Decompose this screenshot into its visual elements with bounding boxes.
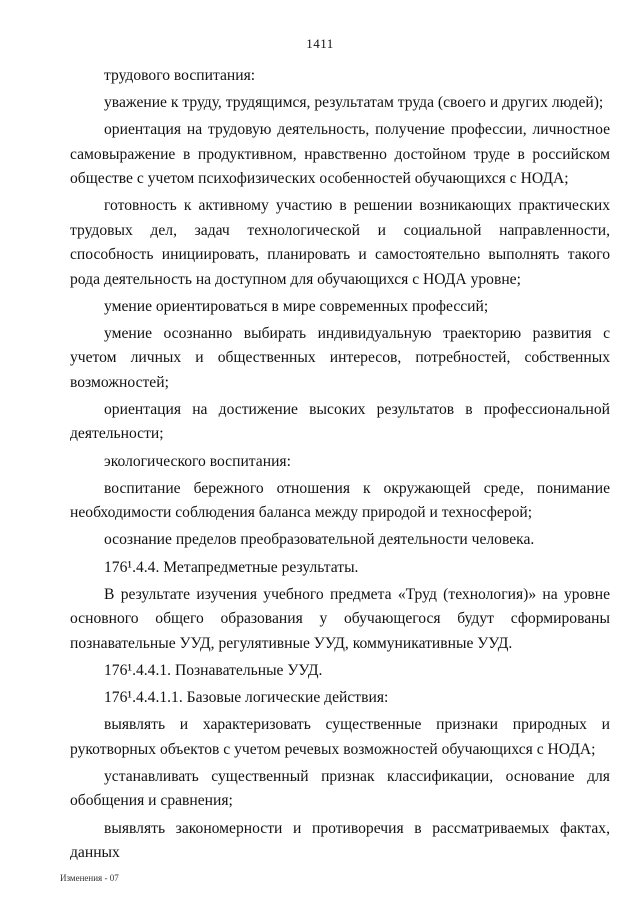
paragraph: выявлять и характеризовать существенные признаки природных и рукотворных объектов с учетом речевых возможностей обучающихся с НОДА;: [70, 716, 610, 758]
paragraph: уважение к труду, трудящимся, результатам труда (своего и других людей);: [104, 94, 604, 112]
paragraph: В результате изучения учебного предмета «Труд (технология)» на уровне основного общего образования у обучающегося будут сформированы познавательные УУД, регулятивные УУД, коммуникативные УУД.: [70, 585, 610, 652]
paragraph: воспитание бережного отношения к окружающей среде, понимание необходимости соблюдения баланса между природой и техносферой;: [70, 479, 610, 522]
paragraph: выявлять закономерности и противоречия в рассматриваемых фактах, данных: [70, 819, 610, 861]
document-body: [70, 64, 610, 868]
footer-note: Изменения - 07: [60, 873, 119, 883]
section-heading: 176¹.4.4.1.1. Базовые логические действия:: [104, 689, 389, 707]
paragraph: экологического воспитания:: [104, 452, 291, 470]
section-heading: 176¹.4.4.1. Познавательные УУД.: [104, 661, 323, 679]
paragraph: трудового воспитания:: [104, 67, 256, 84]
paragraph: ориентация на трудовую деятельность, получение профессии, личностное самовыражение в продуктивном, нравственно достойном труде в российском обществе с учетом психофизических особенностей обучающихся с НОДА;: [70, 121, 610, 188]
paragraph: умение ориентироваться в мире современных профессий;: [104, 297, 489, 315]
paragraph: готовность к активному участию в решении возникающих практических трудовых дел, задач технологической и социальной направленности, способность инициировать, планировать и самостоятельно выполнять такого рода деятельность на доступном для обучающихся с НОДА уровне;: [70, 197, 610, 288]
paragraph: устанавливать существенный признак классификации, основание для обобщения и сравнения;: [70, 767, 610, 810]
paragraph: осознание пределов преобразовательной деятельности человека.: [104, 531, 535, 549]
section-heading: 176¹.4.4. Метапредметные результаты.: [104, 558, 359, 576]
paragraph: ориентация на достижение высоких результатов в профессиональной деятельности;: [70, 401, 610, 443]
paragraph: умение осознанно выбирать индивидуальную траекторию развития с учетом личных и общественных интересов, потребностей, собственных возможностей;: [70, 325, 610, 391]
page-number: 1411: [306, 36, 334, 51]
